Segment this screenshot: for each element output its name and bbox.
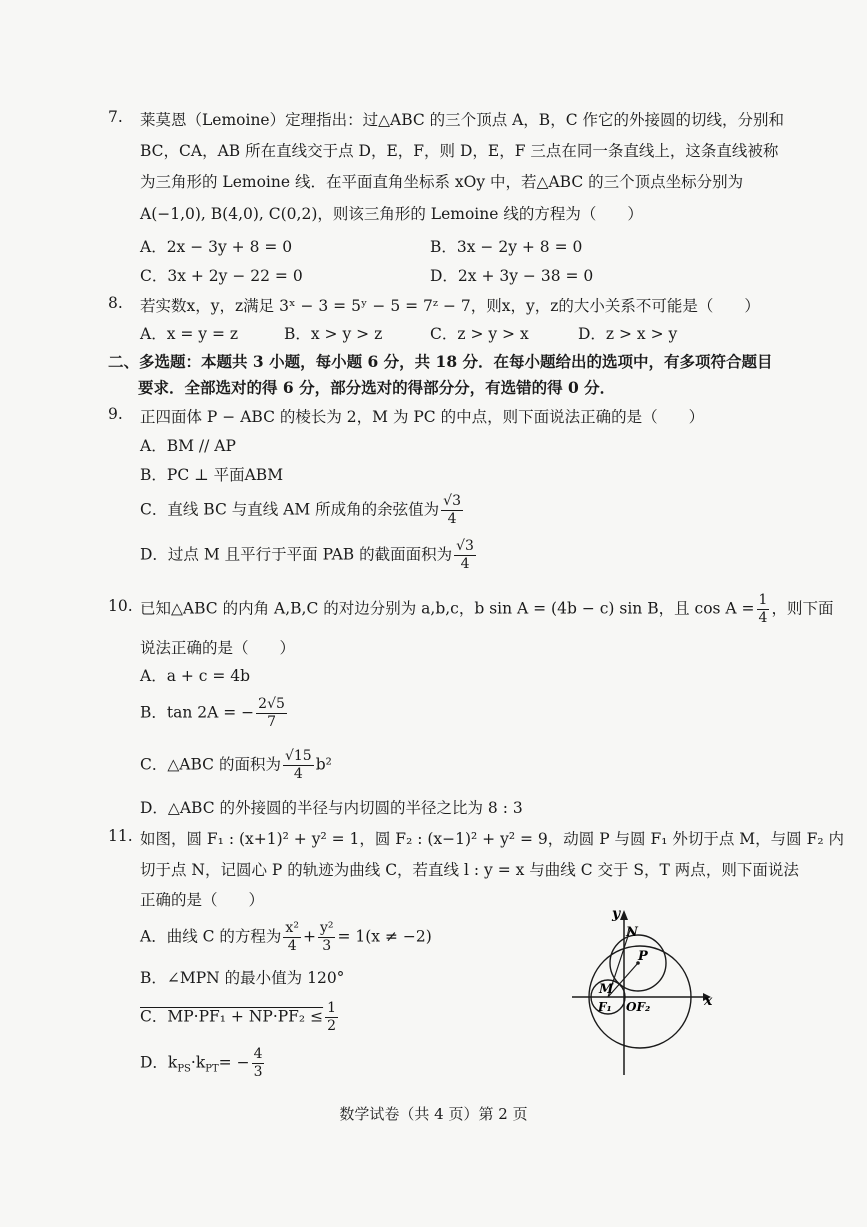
section2-heading-line1: 二、多选题：本题共 3 小题，每小题 6 分，共 18 分．在每小题给出的选项中，有多项符合题目 [108, 352, 773, 371]
q7-option-c: C．3x + 2y − 22 = 0 [140, 267, 303, 285]
q11-line3: 正确的是（ ） [140, 891, 265, 909]
q10-number: 10. [108, 597, 133, 615]
fraction-numerator: x² [285, 920, 299, 936]
q11-option-d-text: D．k [140, 1053, 178, 1072]
q11-option-a-tail: = 1(x ≠ −2) [337, 927, 432, 946]
fraction [454, 538, 476, 573]
q10-option-a: A．a + c = 4b [140, 667, 251, 685]
q7-option-b: B．3x − 2y + 8 = 0 [430, 238, 583, 256]
fraction [283, 920, 301, 955]
q10-option-c-text: C．△ABC 的面积为 [140, 755, 281, 774]
q11-option-c-text: C．MP·PF₁ + NP·PF₂ ≤ [140, 1007, 324, 1026]
q11-option-a [140, 920, 432, 955]
fraction [252, 1046, 265, 1081]
q11-option-d [140, 1046, 266, 1081]
q10-line2: 说法正确的是（ ） [140, 639, 296, 657]
q9-option-d [140, 538, 478, 573]
q11-option-d-mid: ·k [190, 1053, 206, 1072]
subscript: PS [177, 1063, 191, 1075]
fraction-numerator: √3 [456, 538, 474, 554]
q7-option-a: A．2x − 3y + 8 = 0 [140, 238, 293, 256]
q8-number: 8. [108, 294, 123, 312]
q9-option-c [140, 493, 465, 528]
fraction-numerator: 1 [758, 592, 768, 608]
q10-line1-tail: ，则下面 [771, 599, 834, 618]
q11-line2: 切于点 N，记圆心 P 的轨迹为曲线 C，若直线 l : y = x 与曲线 C 交于 S，T 两点，则下面说法 [140, 861, 799, 879]
fraction-denominator: 3 [253, 1064, 263, 1080]
label-f1: F₁ [598, 1000, 612, 1014]
fraction-numerator: y² [319, 920, 334, 936]
q11-line1: 如图，圆 F₁ : (x+1)² + y² = 1，圆 F₂ : (x−1)² + y² = 9，动圆 P 与圆 F₁ 外切于点 M，与圆 F₂ 内 [140, 830, 844, 848]
q10-line1-text: 已知△ABC 的内角 A,B,C 的对边分别为 a,b,c，b sin A = (4b − c) sin B，且 cos A = [140, 599, 755, 618]
q9-line1: 正四面体 P − ABC 的棱长为 2，M 为 PC 的中点，则下面说法正确的是（ ） [140, 408, 705, 426]
fraction [757, 592, 770, 627]
fraction-numerator: √15 [284, 748, 312, 764]
section2-heading-line2: 要求．全部选对的得 6 分，部分选对的得部分分，有选错的得 0 分． [138, 378, 616, 397]
q8-option-a: A．x = y = z [140, 325, 239, 343]
y-axis-arrow [620, 910, 628, 920]
q10-option-c [140, 748, 332, 783]
label-m: M [599, 982, 614, 997]
q11-option-b: B．∠MPN 的最小值为 120° [140, 969, 345, 987]
fraction [441, 493, 463, 528]
fraction-numerator: 1 [327, 1000, 336, 1016]
label-x: x [704, 993, 713, 1009]
label-y: y [612, 906, 621, 922]
fraction [283, 748, 314, 783]
fraction-denominator: 7 [267, 714, 276, 730]
q10-line1 [140, 592, 833, 627]
fraction [325, 1000, 338, 1035]
q8-option-d: D．z > x > y [578, 325, 678, 343]
fraction-numerator: √3 [443, 493, 461, 509]
subscript: PT [205, 1063, 219, 1075]
q8-line1: 若实数x，y，z满足 3ˣ − 3 = 5ʸ − 5 = 7ᶻ − 7，则x，y，z的大小关系不可能是（ ） [140, 297, 760, 315]
fraction-numerator: 4 [253, 1046, 263, 1062]
q8-option-b: B．x > y > z [284, 325, 383, 343]
page-footer: 数学试卷（共 4 页）第 2 页 [339, 1105, 528, 1123]
q9-option-a: A．BM // AP [140, 437, 236, 455]
q10-option-b [140, 696, 289, 731]
q9-option-b: B．PC ⊥ 平面ABM [140, 466, 284, 484]
q10-option-b-text: B．tan 2A = − [140, 703, 255, 722]
q11-option-a-text: A．曲线 C 的方程为 [140, 927, 282, 946]
q7-line3: 为三角形的 Lemoine 线．在平面直角坐标系 xOy 中，若△ABC 的三个顶点坐标分别为 [140, 173, 744, 191]
q10-option-c-tail: b² [315, 755, 332, 774]
label-of2: OF₂ [626, 1000, 651, 1014]
q11-number: 11. [108, 827, 133, 845]
q7-line2: BC，CA，AB 所在直线交于点 D，E，F，则 D，E，F 三点在同一条直线上，这条直线被称 [140, 142, 779, 160]
q9-option-d-text: D．过点 M 且平行于平面 PAB 的截面面积为 [140, 545, 453, 564]
q7-option-d: D．2x + 3y − 38 = 0 [430, 267, 594, 285]
fraction [256, 696, 287, 731]
q9-option-c-text: C．直线 BC 与直线 AM 所成角的余弦值为 [140, 500, 440, 519]
q7-line1: 莱莫恩（Lemoine）定理指出：过△ABC 的三个顶点 A，B，C 作它的外接圆的切线，分别和 [140, 111, 784, 129]
fraction-denominator: 2 [327, 1018, 336, 1034]
q7-number: 7. [108, 108, 123, 126]
label-p: P [638, 949, 648, 964]
fraction-denominator: 4 [293, 766, 303, 782]
fraction-denominator: 4 [287, 938, 297, 954]
q7-line4: A(−1,0), B(4,0), C(0,2)，则该三角形的 Lemoine 线的方程为（ ） [140, 205, 643, 223]
circles-figure [568, 900, 718, 1080]
q11-option-d-eq: = − [218, 1053, 250, 1072]
fraction [318, 920, 336, 955]
q8-option-c: C．z > y > x [430, 325, 529, 343]
fraction-denominator: 4 [460, 556, 470, 572]
fraction-numerator: 2√5 [258, 696, 285, 712]
fraction-denominator: 4 [447, 511, 457, 527]
q10-option-d: D．△ABC 的外接圆的半径与内切圆的半径之比为 8 : 3 [140, 799, 523, 817]
fraction-denominator: 4 [758, 610, 768, 626]
plus-sign: + [302, 927, 316, 946]
fraction-denominator: 3 [322, 938, 332, 954]
q11-option-c [140, 1000, 340, 1035]
label-n: N [626, 925, 638, 940]
q9-number: 9. [108, 405, 123, 423]
